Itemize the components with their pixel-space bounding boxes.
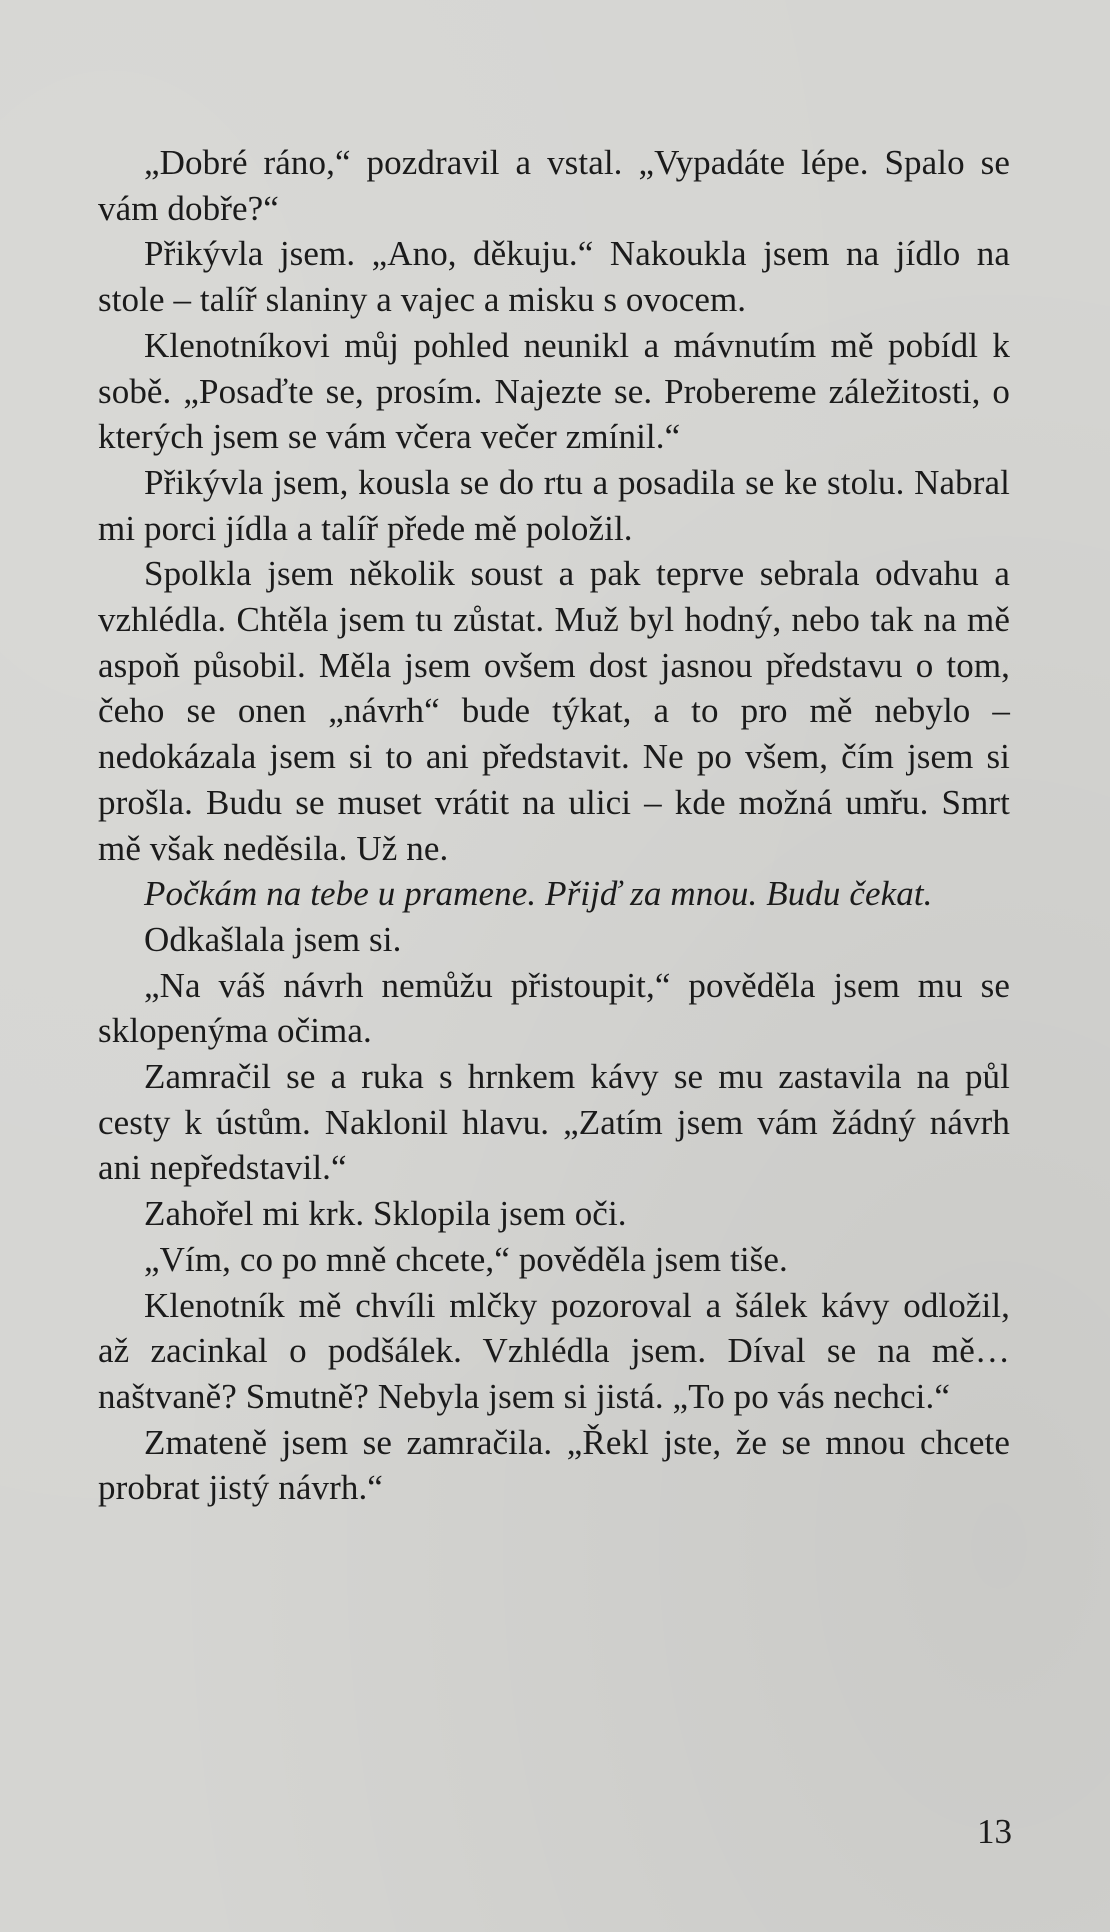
paragraph-1: „Dobré ráno,“ pozdravil a vstal. „Vypadáte lépe. Spalo se vám dobře?“ (98, 143, 1010, 228)
paragraph-4: Přikývla jsem, kousla se do rtu a posadila se ke stolu. Nabral mi porci jídla a talíř přede mě položil. (98, 462, 1010, 548)
paragraph-7: Odkašlala jsem si. (144, 919, 402, 959)
paragraph-11: „Vím, co po mně chcete,“ pověděla jsem tiše. (144, 1239, 788, 1279)
paragraph-3: Klenotníkovi můj pohled neunikl a mávnutím mě pobídl k sobě. „Posaďte se, prosím. Najezte se. Probereme záležitosti, o kterých jsem se vám včera večer zmínil.“ (98, 325, 1010, 457)
page-number: 13 (977, 1812, 1012, 1851)
paragraph-6-italic-thought: Počkám na tebe u pramene. Přijď za mnou. Budu čekat. (144, 874, 933, 914)
body-text (98, 140, 1010, 1511)
paragraph-9: Zamračil se a ruka s hrnkem kávy se mu zastavila na půl cesty k ústům. Naklonil hlavu. „Zatím jsem vám žádný návrh ani nepředstavil.“ (98, 1057, 1010, 1188)
paragraph-2: Přikývla jsem. „Ano, děkuju.“ Nakoukla jsem na jídlo na stole – talíř slaniny a vajec a misku s ovocem. (98, 234, 1010, 320)
paragraph-10: Zahořel mi krk. Sklopila jsem oči. (144, 1194, 627, 1234)
paragraph-12: Klenotník mě chvíli mlčky pozoroval a šálek kávy odložil, až zacinkal o podšálek. Vzhlédla jsem. Díval se na mě… naštvaně? Smutně? Nebyla jsem si jistá. „To po vás nechci.“ (98, 1285, 1010, 1416)
paragraph-5: Spolkla jsem několik soust a pak teprve sebrala odvahu a vzhlédla. Chtěla jsem tu zůstat. Muž byl hodný, nebo tak na mě aspoň působil. Měla jsem ovšem dost jasnou představu o tom, čeho se onen „návrh“ bude týkat, a to pro mě nebylo – nedokázala jsem si to ani představit. Ne po všem, čím jsem si prošla. Budu se muset vrátit na ulici – kde možná umřu. Smrt mě však neděsila. Už ne. (98, 554, 1010, 868)
paragraph-8: „Na váš návrh nemůžu přistoupit,“ pověděla jsem mu se sklopenýma očima. (98, 965, 1010, 1051)
paragraph-13: Zmateně jsem se zamračila. „Řekl jste, že se mnou chcete probrat jistý návrh.“ (98, 1422, 1010, 1508)
